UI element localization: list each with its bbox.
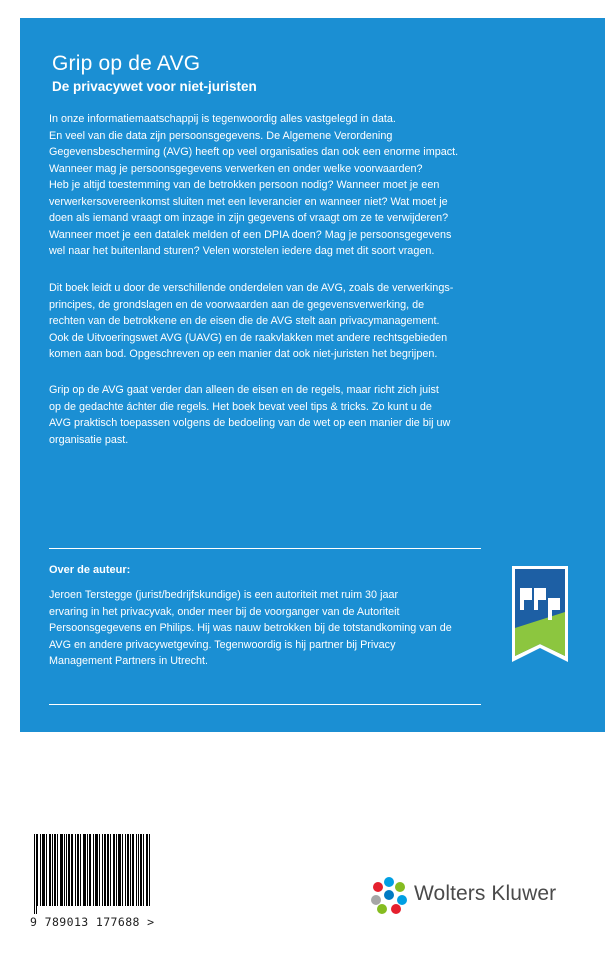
barcode-bar	[104, 834, 105, 906]
barcode-bar	[95, 834, 96, 906]
barcode-bar	[62, 834, 63, 906]
barcode-bar	[99, 834, 100, 906]
barcode-bar	[52, 834, 53, 906]
barcode-bar	[49, 834, 50, 906]
barcode-bar	[149, 834, 150, 906]
barcode-bar	[68, 834, 69, 906]
blurb-paragraph-2: Dit boek leidt u door de verschillende onderdelen van de AVG, zoals de verwerkings- principes, de grondslagen en de voorwaarden aan de gegevensverwerking, de rechten van de betrokkene en de eisen die de AVG stelt aan privacymanagement. Ook de Uitvoeringswet AVG (UAVG) en de raakvlakken met andere rechtsgebieden komen aan bod. Opgeschreven op een manier dat ook niet-juristen het begrijpen.	[49, 282, 454, 360]
barcode-bar	[130, 834, 131, 906]
barcode-bar	[118, 834, 119, 906]
barcode-bar	[87, 834, 88, 906]
isbn-number: 9 789013 177688 >	[30, 915, 155, 929]
barcode-bar	[105, 834, 106, 906]
barcode-bar	[90, 834, 91, 906]
barcode-bar	[128, 834, 129, 906]
barcode-bar	[132, 834, 133, 906]
barcode-bar	[43, 834, 44, 906]
book-title: Grip op de AVG	[52, 52, 201, 75]
publisher-name: Wolters Kluwer	[414, 882, 557, 905]
barcode-bar	[77, 834, 78, 906]
barcode-bar	[107, 834, 108, 906]
barcode-bar	[78, 834, 79, 906]
author-heading: Over de auteur:	[49, 564, 131, 576]
blurb-paragraph-1: In onze informatiemaatschappij is tegenwoordig alles vastgelegd in data. En veel van die data zijn persoonsgegevens. De Algemene Verordening Gegevensbescherming (AVG) heeft op veel organisaties dan ook een enorme impact. Wanneer mag je persoonsgegevens verwerken en onder welke voorwaarden? Heb je altijd toestemming van de betrokken persoon nodig? Wanneer moet je een verwerkersovereenkomst sluiten met een leverancier en wanneer niet? Wat moet je doen als iemand vraagt om inzage in zijn gegevens of vraagt om ze te verwijderen? Wanneer moet je een datalek melden of een DPIA doen? Mag je persoonsgegevens wel naar het buitenland sturen? Velen worstelen iedere dag met dit soort vragen.	[49, 113, 459, 257]
barcode-bar	[66, 834, 67, 906]
barcode-bar	[122, 834, 123, 906]
barcode-bar	[60, 834, 61, 906]
barcode-bar	[85, 834, 86, 906]
barcode-bar	[140, 834, 141, 906]
blurb-paragraph-3: Grip op de AVG gaat verder dan alleen de eisen en de regels, maar richt zich juist op de gedachte áchter die regels. Het boek bevat veel tips & tricks. Zo kunt u de AVG praktisch toepassen volgens de bedoeling van de wet op een manier die bij uw organisatie past.	[49, 384, 451, 446]
barcode-bar	[83, 834, 84, 906]
back-cover-panel	[20, 18, 605, 732]
divider-top	[49, 548, 481, 549]
book-subtitle: De privacywet voor niet-juristen	[52, 79, 257, 94]
barcode-bar	[40, 834, 41, 906]
publisher-badge-icon	[512, 566, 568, 662]
barcode-bar	[42, 834, 43, 906]
barcode-bar	[44, 834, 45, 906]
barcode-bar	[61, 834, 62, 906]
barcode-bar	[97, 834, 98, 906]
barcode-bar	[89, 834, 90, 906]
barcode-bar	[143, 834, 144, 906]
barcode-bar	[54, 834, 55, 906]
barcode-bar	[34, 834, 35, 914]
barcode-bar	[138, 834, 139, 906]
barcode-bar	[72, 834, 73, 906]
barcode-bar	[50, 834, 51, 906]
barcode-bar	[71, 834, 72, 906]
wolters-kluwer-logo-icon	[370, 876, 408, 914]
divider-bottom	[49, 704, 481, 705]
barcode-bar	[127, 834, 128, 906]
barcode-bar	[75, 834, 76, 906]
author-bio: Jeroen Terstegge (jurist/bedrijfskundige) is een autoriteit met ruim 30 jaar ervaring in het privacyvak, onder meer bij de voorganger van de Autoriteit Persoonsgegevens en Philips. Hij was nauw betrokken bij de totstandkoming van de AVG en andere privacywetgeving. Tegenwoordig is hij partner bij Privacy Management Partners in Utrecht.	[49, 589, 452, 668]
barcode-bar	[84, 834, 85, 906]
barcode-bar	[80, 834, 81, 906]
barcode-bar	[133, 834, 134, 906]
barcode-bar	[125, 834, 126, 906]
barcode-bar	[120, 834, 121, 906]
barcode-bar	[57, 834, 58, 906]
barcode-bar	[55, 834, 56, 906]
barcode-bar	[114, 834, 115, 906]
barcode-bar	[36, 834, 37, 914]
barcode-bar	[108, 834, 109, 906]
barcode-bar	[93, 834, 94, 906]
barcode-bar	[146, 834, 147, 906]
barcode-bar	[69, 834, 70, 906]
barcode-bar	[64, 834, 65, 906]
barcode-bar	[110, 834, 111, 906]
barcode-bar	[141, 834, 142, 906]
barcode-bar	[147, 834, 148, 906]
barcode	[30, 834, 160, 916]
barcode-bar	[37, 834, 38, 906]
barcode-bar	[46, 834, 47, 906]
barcode-bar	[116, 834, 117, 906]
barcode-bar	[136, 834, 137, 906]
barcode-bar	[113, 834, 114, 906]
barcode-bar	[96, 834, 97, 906]
barcode-bar	[102, 834, 103, 906]
barcode-bar	[119, 834, 120, 906]
